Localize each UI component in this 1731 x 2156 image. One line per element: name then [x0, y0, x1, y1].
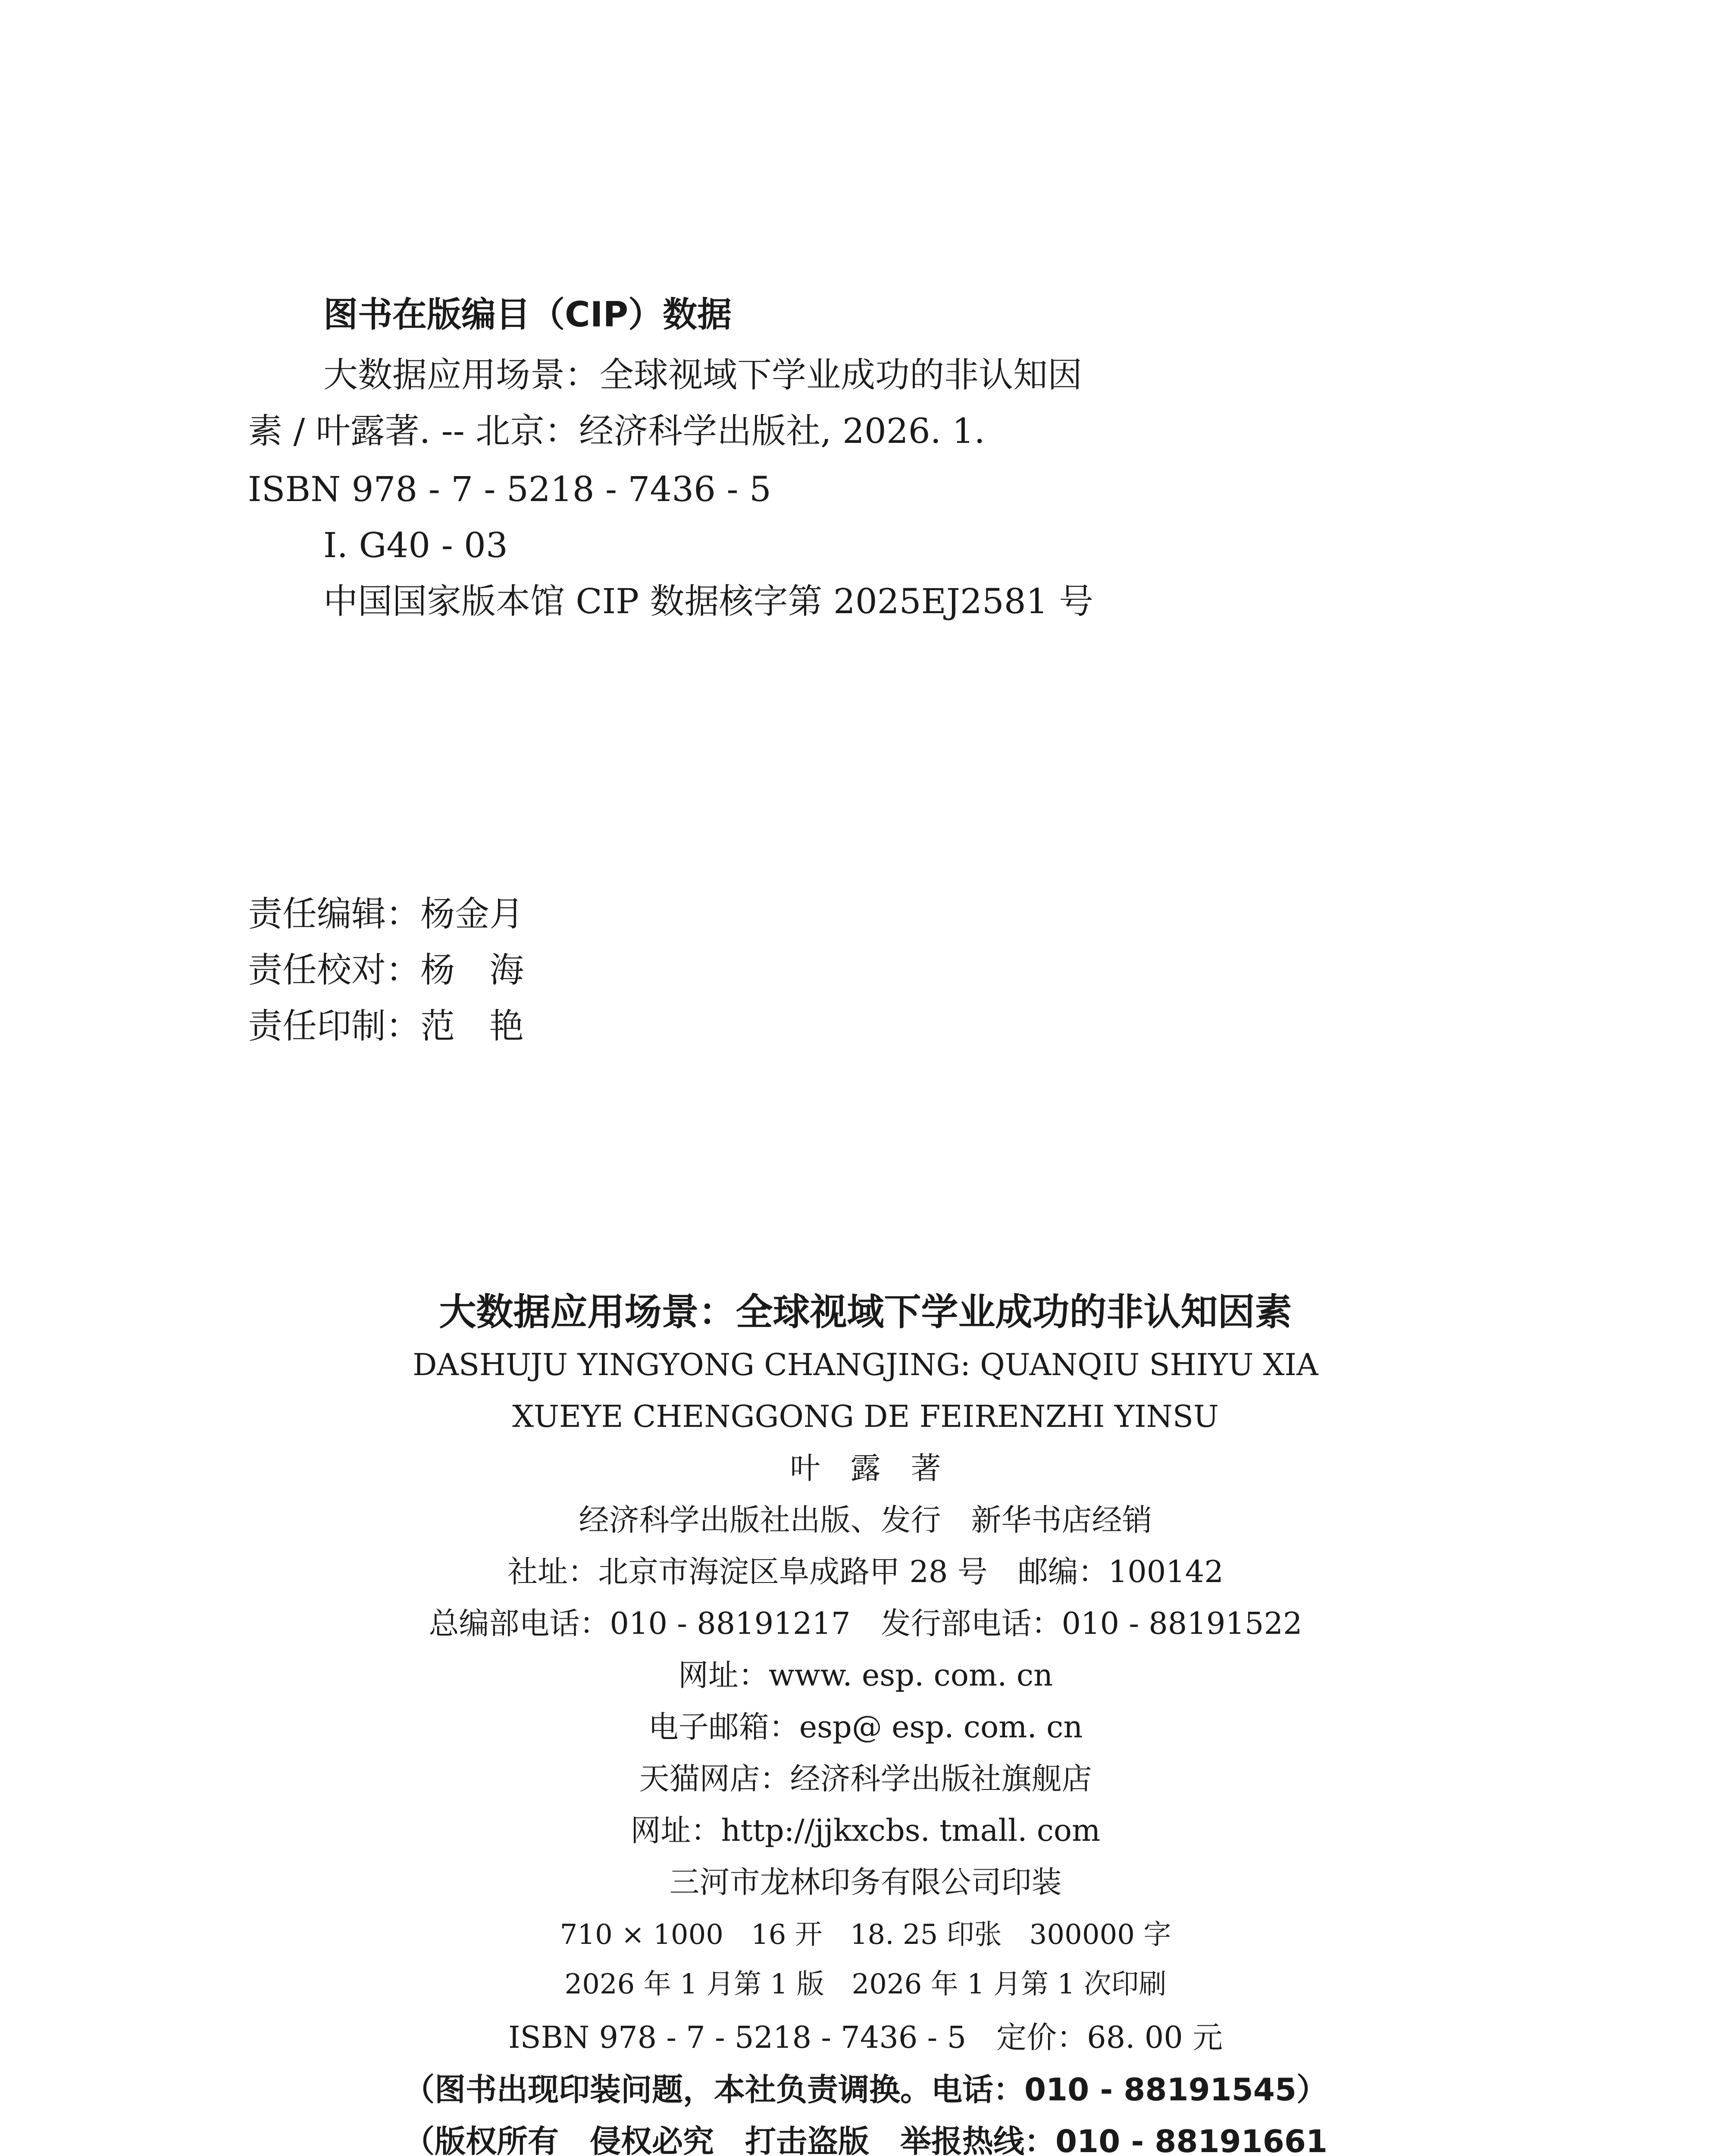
phones-line: 总编部电话：010 - 88191217 发行部电话：010 - 88191522: [429, 1606, 1302, 1641]
tmall-store-line: 天猫网店：经济科学出版社旗舰店: [639, 1761, 1092, 1796]
cip-heading-text: 图书在版编目（CIP）数据: [323, 295, 732, 335]
responsible-printing: 责任印制：范 艳: [248, 1006, 524, 1046]
printer-line: 三河市龙林印务有限公司印装: [669, 1865, 1062, 1900]
cip-verification: 中国国家版本馆 CIP 数据核字第 2025EJ2581 号: [323, 581, 1094, 621]
pinyin-title-line-1: DASHUJU YINGYONG CHANGJING: QUANQIU SHIYU XIA: [413, 1347, 1318, 1382]
cip-line-2: 素 / 叶露著. -- 北京：经济科学出版社, 2026. 1.: [248, 411, 985, 451]
publisher-line: 经济科学出版社出版、发行 新华书店经销: [579, 1502, 1152, 1538]
notice-line-1: （图书出现印装问题，本社负责调换。电话：010 - 88191545）: [403, 2071, 1328, 2108]
responsible-proofreader: 责任校对：杨 海: [248, 950, 524, 990]
cip-isbn: ISBN 978 - 7 - 5218 - 7436 - 5: [248, 469, 771, 509]
cip-classification: Ⅰ. G40 - 03: [323, 525, 508, 565]
responsible-editor: 责任编辑：杨金月: [248, 894, 524, 934]
specs-line: 710 × 1000 16 开 18. 25 印张 300000 字: [560, 1919, 1171, 1951]
isbn-price-line: ISBN 978 - 7 - 5218 - 7436 - 5 定价：68. 00 元: [508, 2020, 1223, 2055]
website-line: 网址：www. esp. com. cn: [678, 1658, 1053, 1693]
cip-line-1: 大数据应用场景：全球视域下学业成功的非认知因: [323, 355, 1082, 395]
address-line: 社址：北京市海淀区阜成路甲 28 号 邮编：100142: [507, 1554, 1224, 1589]
notice-line-2: （版权所有 侵权必究 打击盗版 举报热线：010 - 88191661: [403, 2123, 1328, 2156]
edition-line: 2026 年 1 月第 1 版 2026 年 1 月第 1 次印刷: [564, 1968, 1167, 2000]
tmall-url-line: 网址：http://jjkxcbs. tmall. com: [630, 1813, 1101, 1848]
cip-heading: [323, 295, 732, 335]
book-title: 大数据应用场景：全球视域下学业成功的非认知因素: [439, 1291, 1292, 1334]
pinyin-title-line-2: XUEYE CHENGGONG DE FEIRENZHI YINSU: [512, 1399, 1219, 1434]
author: 叶 露 著: [790, 1451, 941, 1486]
email-line: 电子邮箱：esp@ esp. com. cn: [648, 1709, 1083, 1745]
